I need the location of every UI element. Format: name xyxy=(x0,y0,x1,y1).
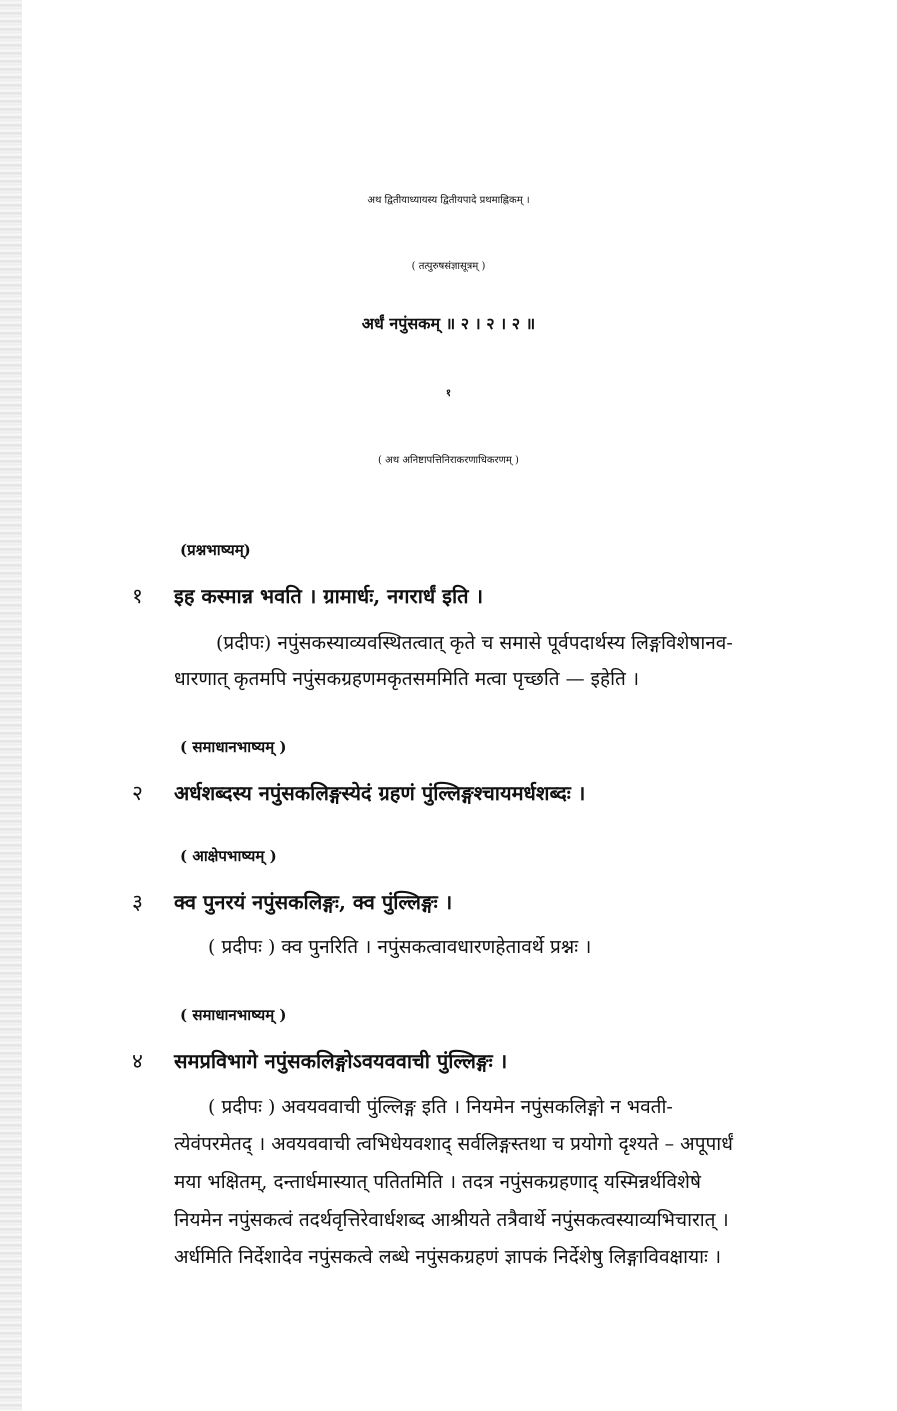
section-number: १ xyxy=(445,388,452,399)
bhashya-text: क्व पुनरयं नपुंसकलिङ्गः, क्व पुंल्लिङ्गः । xyxy=(174,890,453,914)
sutra-heading: अर्धं नपुंसकम् ॥ २ । २ । २ ॥ xyxy=(361,314,536,333)
bhashya-number: ३ xyxy=(132,890,143,914)
pradipa-line: अर्धमिति निर्देशादेव नपुंसकत्वे लब्धे नपुंसकग्रहणं ज्ञापकं निर्देशेषु लिङ्गाविवक्षायाः । xyxy=(174,1246,722,1268)
bhashya-number: २ xyxy=(132,781,143,805)
pradipa-line: ( प्रदीपः ) क्व पुनरिति । नपुंसकत्वावधारणहेतावर्थे प्रश्नः । xyxy=(208,936,592,958)
bhashya-number: ४ xyxy=(132,1049,143,1073)
adhikarana-title: ( अथ अनिष्टापत्तिनिराकरणाधिकरणम् ) xyxy=(378,455,519,466)
block-label: (प्रश्नभाष्यम्) xyxy=(180,541,251,559)
pradipa-line: मया भक्षितम्, दन्तार्धमास्यात् पतितमिति । तदत्र नपुंसकग्रहणाद् यस्मिन्नर्थविशेषे xyxy=(174,1171,701,1193)
pradipa-line: नियमेन नपुंसकत्वं तदर्थवृत्तिरेवार्धशब्द आश्रीयते तत्रैवार्थे नपुंसकत्वस्याव्यभिचारात् । xyxy=(174,1209,729,1231)
block-label: ( समाधानभाष्यम् ) xyxy=(180,1006,287,1024)
bhashya-text: समप्रविभागे नपुंसकलिङ्गोऽवयववाची पुंल्लिङ्गः । xyxy=(174,1049,508,1073)
sutra-type-label: ( तत्पुरुषसंज्ञासूत्रम् ) xyxy=(411,261,486,272)
ahnika-title: अथ द्वितीयाध्यायस्य द्वितीयपादे प्रथमाह्निकम् । xyxy=(367,195,530,206)
scan-edge-shadow xyxy=(0,0,22,1411)
bhashya-number: १ xyxy=(132,584,143,608)
pradipa-line: धारणात् कृतमपि नपुंसकग्रहणमकृतसममिति मत्वा पृच्छति — इहेति । xyxy=(174,668,640,690)
block-label: ( आक्षेपभाष्यम् ) xyxy=(180,847,277,865)
bhashya-text: इह कस्मान्न भवति । ग्रामार्धः, नगरार्धं इति । xyxy=(174,584,484,608)
bhashya-text: अर्धशब्दस्य नपुंसकलिङ्गस्येदं ग्रहणं पुंल्लिङ्गश्चायमर्धशब्दः । xyxy=(174,781,586,805)
pradipa-line: ( प्रदीपः ) अवयववाची पुंल्लिङ्ग इति । नियमेन नपुंसकलिङ्गो न भवती- xyxy=(208,1096,673,1118)
pradipa-line: त्येवंपरमेतद् । अवयववाची त्वभिधेयवशाद् सर्वलिङ्गस्तथा च प्रयोगो दृश्यते – अपूपार्धं xyxy=(174,1133,733,1155)
pradipa-line: (प्रदीपः) नपुंसकस्याव्यवस्थितत्वात् कृते च समासे पूर्वपदार्थस्य लिङ्गविशेषानव- xyxy=(216,632,733,654)
block-label: ( समाधानभाष्यम् ) xyxy=(180,738,287,756)
